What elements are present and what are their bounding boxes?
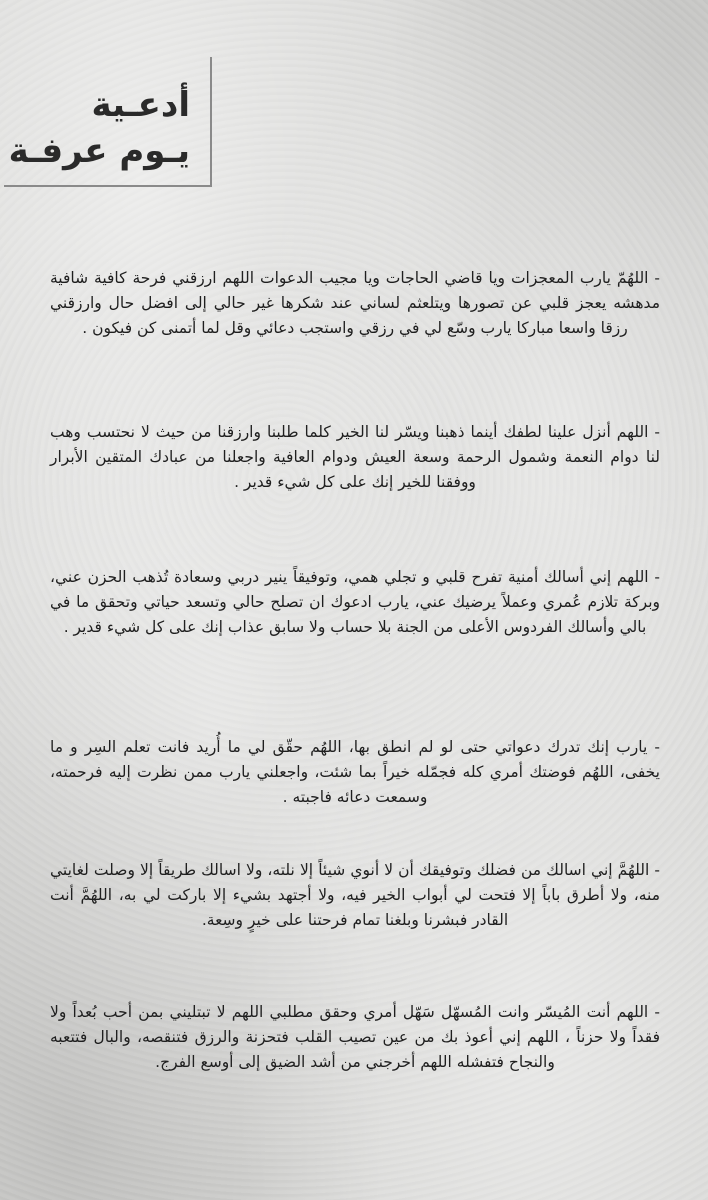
title-line-1: أدعـية bbox=[91, 85, 190, 125]
title-line-2: يـوم عرفـة bbox=[8, 131, 190, 171]
prayer-paragraph-6: - اللهم أنت المُيسّر وانت المُسهّل سَهّل أمري وحقق مطلبي اللهم لا تبتليني بمن أحب بُعداً ولا فقداً ولا حزناً ، اللهم إني أعوذ بك من عين تصيب القلب فتحزنة والرزق فتنقصه، والبال فتتعبه والنجاح فتفشله اللهم أخرجني من أشد الضيق إلى أوسع الفرج. bbox=[50, 1003, 660, 1071]
prayer-paragraph-5: - اللهُمَّ إني اسالك من فضلك وتوفيقك أن لا أنوي شيئاً إلا نلته، ولا اسالك طريقاً إلا وصلت لغايتي منه، ولا أطرق باباً إلا فتحت لي أبواب الخير فيه، ولا أجتهد بشيء إلا باركت لي به، اللهُمَّ أنت القادر فبشرنا وبلغنا تمام فرحتنا على خيرٍ وسِعة. bbox=[50, 861, 660, 929]
prayer-paragraph-1: - اللهُمّ يارب المعجزات ويا قاضي الحاجات ويا مجيب الدعوات اللهم ارزقني فرحة كافية شافية مدهشه يعجز قلبي عن تصورها ويتلعثم لساني عند شكرها غير حالي إلى افضل حال وارزقني رزقا واسعا مباركا يارب وسّع لي في رزقي واستجب دعائي وقل لما أتمنى كن فيكون . bbox=[50, 269, 660, 337]
title-box bbox=[4, 57, 212, 187]
prayer-paragraph-2: - اللهم أنزل علينا لطفك أينما ذهبنا ويسّر لنا الخير كلما طلبنا وارزقنا من حيث لا نحتسب وهب لنا دوام النعمة وشمول الرحمة وسعة العيش ودوام العافية واجعلنا من عبادك المتقين الأبرار ووفقنا للخير إنك على كل شيء قدير . bbox=[50, 423, 660, 491]
prayer-paragraph-3: - اللهم إني أسالك أمنية تفرح قلبي و تجلي همي، وتوفيقاً ينير دربي وسعادة تُذهب الحزن عني، وبركة تلازم عُمري وعملاً يرضيك عني، يارب ادعوك ان تصلح حالي وتسعد حياتي وتحقق ما في بالي وأسالك الفردوس الأعلى من الجنة بلا حساب ولا سابق عذاب إنك على كل شيء قدير . bbox=[50, 568, 660, 636]
prayer-paragraph-4: - يارب إنك تدرك دعواتي حتى لو لم انطق بها، اللهُم حقّق لي ما أُريد فانت تعلم السِر و ما يخفى، اللهُم فوضتك أمري كله فجمّله خيراً بما شئت، واجعلني يارب ممن نظرت إليه فرحمته، وسمعت دعائه فاجبته . bbox=[50, 738, 660, 806]
